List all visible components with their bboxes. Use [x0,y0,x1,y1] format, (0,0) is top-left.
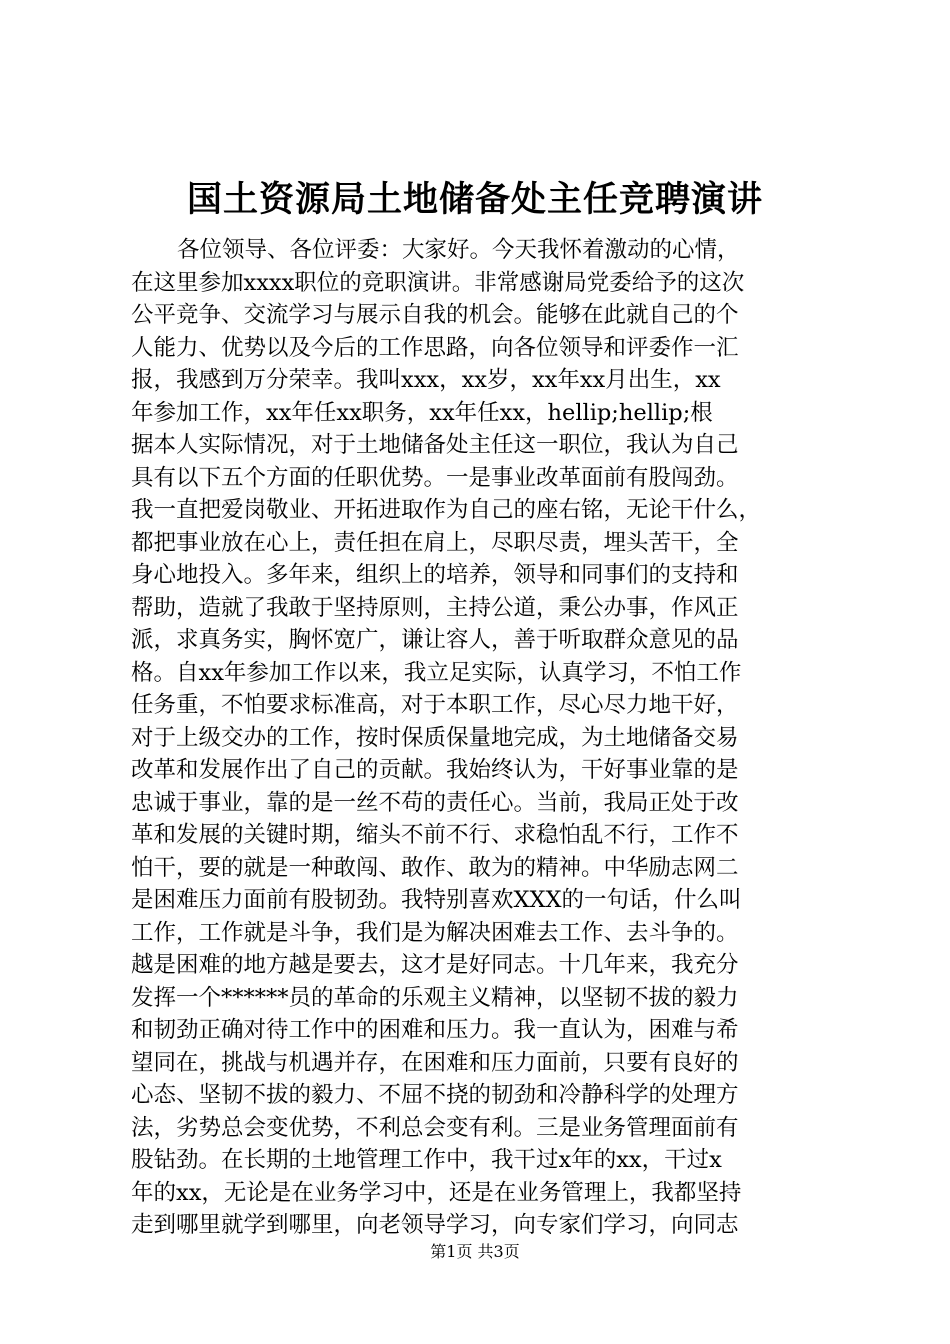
body-line: 任务重，不怕要求标准高，对于本职工作，尽心尽力地干好， [131,692,739,718]
body-line: 忠诚于事业，靠的是一丝不苟的责任心。当前，我局正处于改 [131,789,739,816]
body-line: 我一直把爱岗敬业、开拓进取作为自己的座右铭，无论干什么， [131,497,762,523]
body-line: 越是困难的地方越是要去，这才是好同志。十几年来，我充分 [131,952,739,978]
body-line: 身心地投入。多年来，组织上的培养，领导和同事们的支持和 [131,562,739,588]
body-line: 年的xx，无论是在业务学习中，还是在业务管理上，我都坚持 [131,1179,742,1206]
body-line: 改革和发展作出了自己的贡献。我始终认为，干好事业靠的是 [131,757,739,783]
body-line: 都把事业放在心上，责任担在肩上，尽职尽责，埋头苦干，全 [131,529,739,556]
document-body [131,234,831,1242]
page-number-footer: 第1页 共3页 [430,1242,520,1261]
body-line: 各位领导、各位评委：大家好。今天我怀着激动的心情， [177,237,740,263]
document-title: 国土资源局土地储备处主任竞聘演讲 [186,179,763,220]
body-line: 望同在，挑战与机遇并存，在困难和压力面前，只要有良好的 [131,1049,739,1076]
body-line: 和韧劲正确对待工作中的困难和压力。我一直认为，困难与希 [131,1017,739,1043]
body-line: 公平竞争、交流学习与展示自我的机会。能够在此就自己的个 [131,302,739,328]
body-line: 人能力、优势以及今后的工作思路，向各位领导和评委作一汇 [131,334,739,361]
body-line: 工作，工作就是斗争，我们是为解决困难去工作、去斗争的。 [131,919,739,946]
body-line: 怕干，要的就是一种敢闯、敢作、敢为的精神。中华励志网二 [131,854,739,881]
body-line: 法，劣势总会变优势，不利总会变有利。三是业务管理面前有 [131,1114,739,1141]
body-line: 走到哪里就学到哪里，向老领导学习，向专家们学习，向同志 [131,1212,739,1238]
body-line: 在这里参加xxxx职位的竞职演讲。非常感谢局党委给予的这次 [131,269,745,296]
body-line: 据本人实际情况，对于土地储备处主任这一职位，我认为自己 [131,432,739,458]
body-line: 心态、坚韧不拔的毅力、不屈不挠的韧劲和冷静科学的处理方 [131,1082,739,1108]
body-line: 革和发展的关键时期，缩头不前不行、求稳怕乱不行，工作不 [131,822,739,848]
body-line: 格。自xx年参加工作以来，我立足实际，认真学习，不怕工作 [131,659,742,686]
body-line: 派，求真务实，胸怀宽广，谦让容人，善于听取群众意见的品 [131,627,739,653]
body-line: 对于上级交办的工作，按时保质保量地完成，为土地储备交易 [131,724,739,751]
body-line: 年参加工作，xx年任xx职务，xx年任xx，hellip;hellip;根 [131,399,713,426]
body-line: 股钻劲。在长期的土地管理工作中，我干过x年的xx，干过x [131,1147,722,1173]
body-line: 报，我感到万分荣幸。我叫xxx，xx岁，xx年xx月出生，xx [131,367,721,393]
body-line: 具有以下五个方面的任职优势。一是事业改革面前有股闯劲。 [131,464,739,491]
body-line: 是困难压力面前有股韧劲。我特别喜欢XXX的一句话，什么叫 [131,887,742,913]
body-line: 发挥一个******员的革命的乐观主义精神，以坚韧不拔的毅力 [131,984,739,1011]
body-line: 帮助，造就了我敢于坚持原则，主持公道，秉公办事，作风正 [131,594,739,621]
